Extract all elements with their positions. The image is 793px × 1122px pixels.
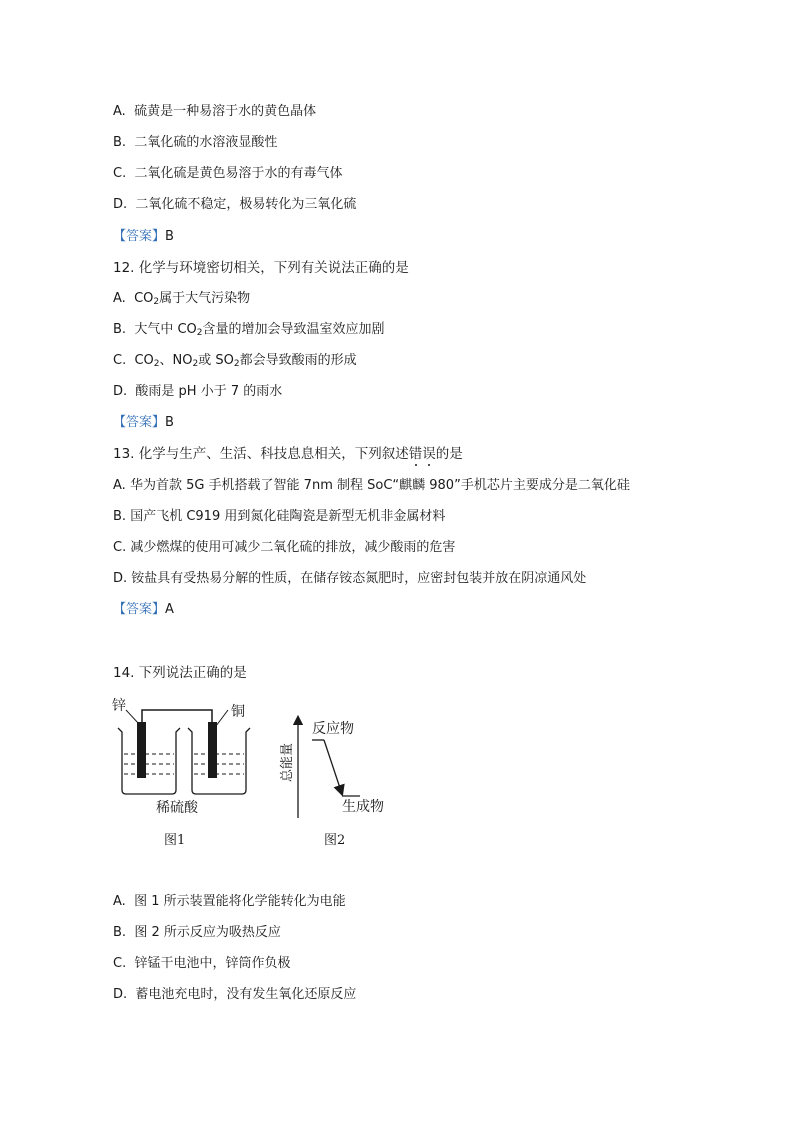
zinc-pointer <box>126 710 139 724</box>
option-letter: C. <box>113 956 127 971</box>
option-text: 锌锰干电池中，锌筒作负极 <box>134 956 291 971</box>
subscript: 2 <box>192 359 199 369</box>
option-text: 酸雨是 pH 小于 7 的雨水 <box>135 384 283 399</box>
figure-1-galvanic-cell <box>108 694 278 854</box>
q13-title <box>113 445 463 463</box>
figure-2-energy-diagram <box>272 712 392 854</box>
title-text: 的是 <box>435 446 463 462</box>
option-text: 大气中 CO <box>134 322 197 337</box>
option-letter: C. <box>113 166 127 181</box>
right-beaker <box>188 728 250 794</box>
option-letter: C. <box>113 540 127 555</box>
answer-label: 答案 <box>126 415 153 430</box>
q13-option-a <box>113 477 630 495</box>
q12-option-a <box>113 290 250 308</box>
option-letter: B. <box>113 135 127 150</box>
option-letter: A. <box>113 104 126 119</box>
option-letter: A. <box>113 894 126 909</box>
option-letter: D. <box>113 987 128 1002</box>
product-label: 生成物 <box>342 799 384 815</box>
option-text: 减少燃煤的使用可减少二氧化硫的排放，减少酸雨的危害 <box>130 540 456 555</box>
q12-option-d <box>113 383 282 401</box>
copper-electrode <box>208 722 217 778</box>
option-text: 二氧化硫不稳定，极易转化为三氧化硫 <box>135 197 357 212</box>
q11-option-b <box>113 134 277 152</box>
option-text: 、NO <box>159 353 193 368</box>
option-letter: B. <box>113 322 127 337</box>
reaction-arrow <box>324 740 342 794</box>
q13-option-d <box>113 570 586 588</box>
option-text: 属于大气污染物 <box>159 291 251 306</box>
q11-option-c <box>113 165 343 183</box>
option-text: 图 2 所示反应为吸热反应 <box>134 925 281 940</box>
option-text: 硫黄是一种易溶于水的黄色晶体 <box>134 104 317 119</box>
acid-label: 稀硫酸 <box>156 800 198 816</box>
option-letter: C. <box>113 353 127 368</box>
q12-option-c <box>113 352 357 370</box>
subscript: 2 <box>153 297 160 307</box>
q13-option-c <box>113 539 455 557</box>
q14-option-d <box>113 986 356 1004</box>
q14-option-c <box>113 955 291 973</box>
option-letter: B. <box>113 925 127 940</box>
option-letter: B. <box>113 509 127 524</box>
answer-label: 答案 <box>126 602 153 617</box>
q14-title: 14. 下列说法正确的是 <box>113 665 247 681</box>
option-letter: D. <box>113 571 128 586</box>
option-text: 图 1 所示装置能将化学能转化为电能 <box>134 894 346 909</box>
dotted-char: 错 <box>408 446 423 462</box>
copper-label: 铜 <box>231 704 245 720</box>
title-emphasis <box>409 446 436 462</box>
energy-axis-label: 总能量 <box>280 742 295 782</box>
option-text: 或 SO <box>198 353 234 368</box>
figure-1-caption: 图1 <box>164 833 186 848</box>
option-text: 二氧化硫是黄色易溶于水的有毒气体 <box>134 166 343 181</box>
q11-answer: 【答案】B <box>113 229 174 244</box>
q11-option-a <box>113 103 316 121</box>
q12-option-b <box>113 321 385 339</box>
option-letter: A. <box>113 478 126 493</box>
option-letter: D. <box>113 197 128 212</box>
option-text: 华为首款 5G 手机搭载了智能 7nm 制程 SoC“麒麟 980”手机芯片主要成分是二氧化硅 <box>129 478 630 493</box>
q11-option-d <box>113 196 356 214</box>
q13-answer: 【答案】A <box>113 602 174 617</box>
answer-label: 答案 <box>126 229 153 244</box>
option-text: 都会导致酸雨的形成 <box>239 353 357 368</box>
wire <box>142 710 212 726</box>
zinc-label: 锌 <box>112 698 126 714</box>
figure-2-caption: 图2 <box>324 833 346 848</box>
option-letter: D. <box>113 384 128 399</box>
option-text: 含量的增加会导致温室效应加剧 <box>202 322 385 337</box>
dotted-text <box>409 446 436 462</box>
answer-value: B <box>165 415 174 430</box>
reactant-label: 反应物 <box>312 721 354 737</box>
option-text: CO <box>134 291 154 306</box>
q12-answer: 【答案】B <box>113 415 174 430</box>
option-letter: A. <box>113 291 126 306</box>
dotted-char: 误 <box>422 446 436 462</box>
subscript: 2 <box>233 359 240 369</box>
answer-value: B <box>165 229 174 244</box>
title-text: 13. 化学与生产、生活、科技息息相关，下列叙述 <box>113 446 409 462</box>
subscript: 2 <box>196 328 203 338</box>
left-beaker <box>118 728 180 794</box>
answer-value: A <box>165 602 174 617</box>
option-text: CO <box>134 353 154 368</box>
q13-option-b <box>113 508 445 526</box>
q14-option-a <box>113 893 346 911</box>
zinc-electrode <box>137 722 146 778</box>
copper-pointer <box>216 710 228 726</box>
option-text: 铵盐具有受热易分解的性质，在储存铵态氮肥时，应密封包装并放在阴凉通风处 <box>131 571 587 586</box>
option-text: 二氧化硫的水溶液显酸性 <box>134 135 278 150</box>
q12-title: 12. 化学与环境密切相关，下列有关说法正确的是 <box>113 260 409 276</box>
option-text: 国产飞机 C919 用到氮化硅陶瓷是新型无机非金属材料 <box>130 509 446 524</box>
q14-option-b <box>113 924 281 942</box>
option-text: 蓄电池充电时，没有发生氧化还原反应 <box>135 987 357 1002</box>
subscript: 2 <box>153 359 160 369</box>
